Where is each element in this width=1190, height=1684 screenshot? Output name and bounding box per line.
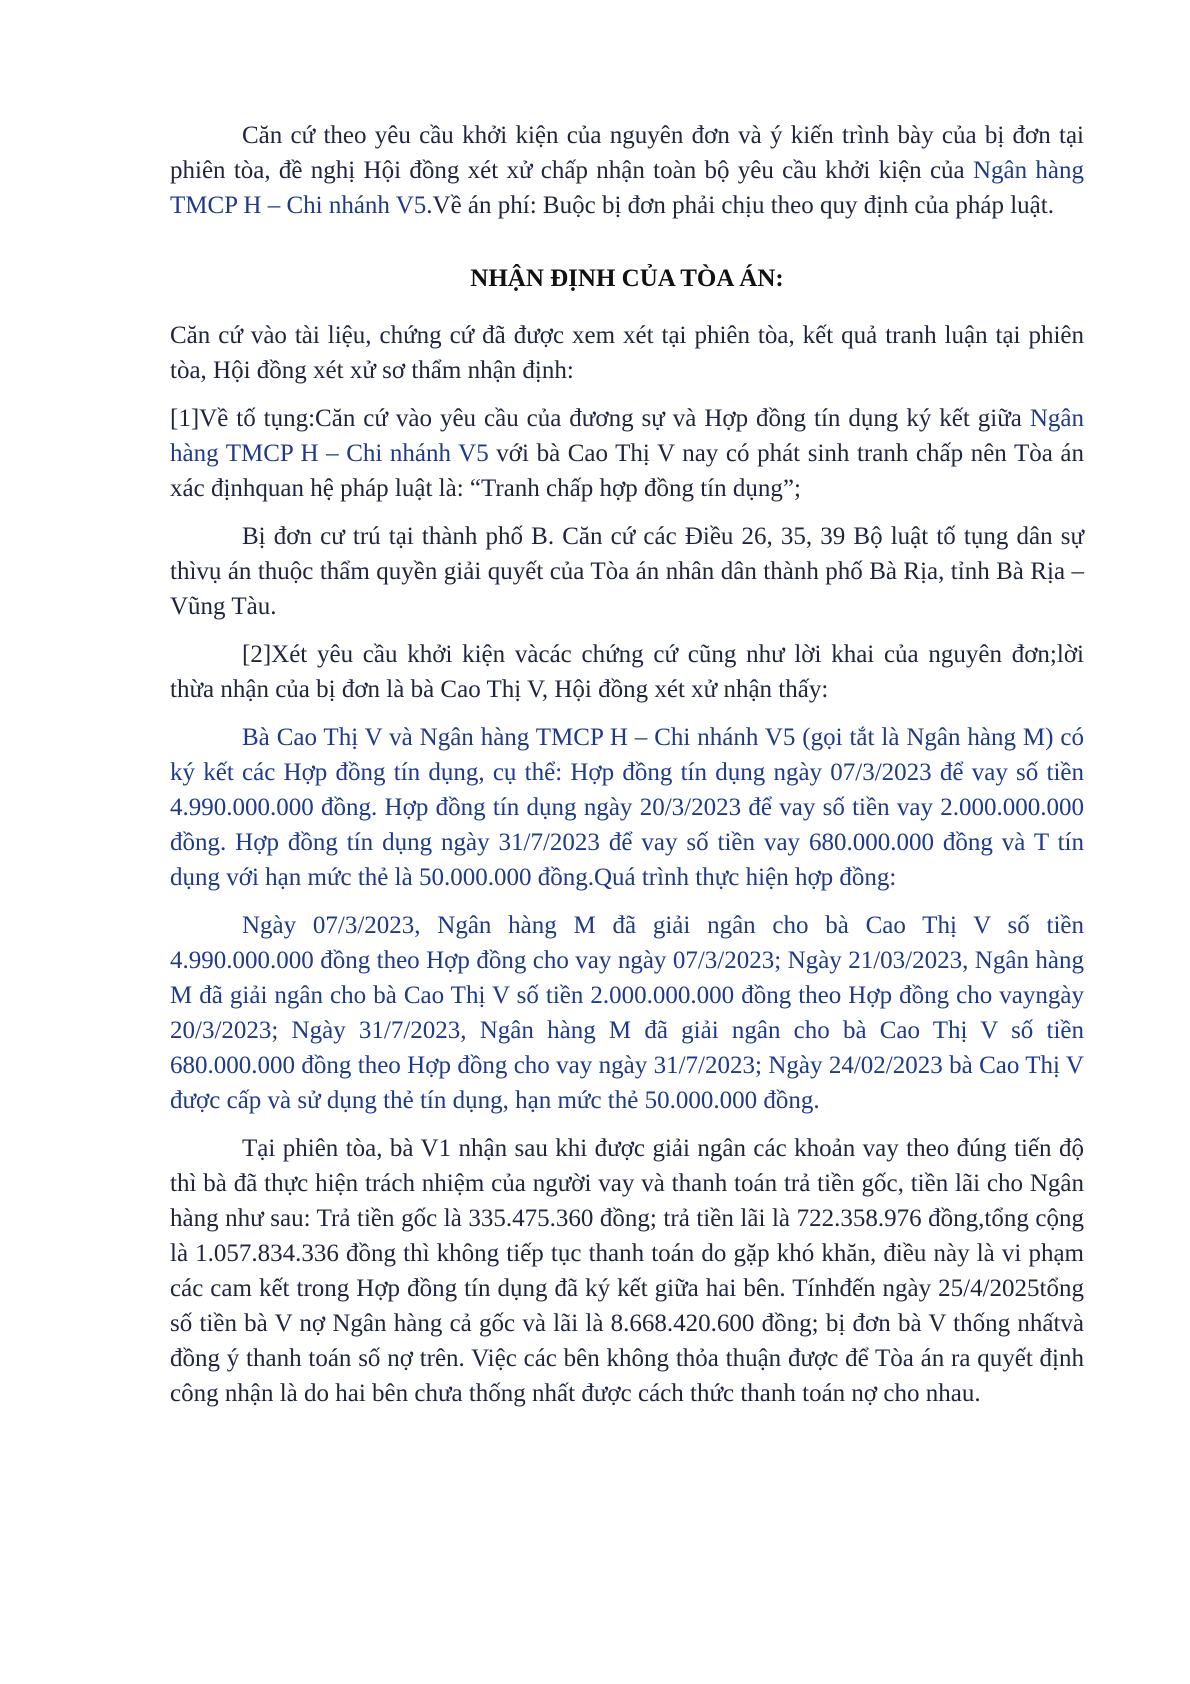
paragraph-repayment-status: Tại phiên tòa, bà V1 nhận sau khi được giải ngân các khoản vay theo đúng tiến độ thì bà đã thực hiện trách nhiệm của người vay và thanh toán trả tiền gốc, tiền lãi cho Ngân hàng như sau: Trả tiền gốc là 335.475.360 đồng; trả tiền lãi là 722.358.976 đồng,tổng cộng là 1.057.834.336 đồng thì không tiếp tục thanh toán do gặp khó khăn, điều này là vi phạm các cam kết trong Hợp đồng tín dụng đã ký kết giữa hai bên. Tínhđến ngày 25/4/2025tổng số tiền bà V nợ Ngân hàng cả gốc và lãi là 8.668.420.600 đồng; bị đơn bà V thống nhấtvà đồng ý thanh toán số nợ trên. Việc các bên không thỏa thuận được để Tòa án ra quyết định công nhận là do hai bên chưa thống nhất được cách thức thanh toán nợ cho nhau. [170, 1135, 1084, 1407]
paragraph-credit-contracts: Bà Cao Thị V và Ngân hàng TMCP H – Chi nhánh V5 (gọi tắt là Ngân hàng M) có ký kết các Hợp đồng tín dụng, cụ thể: Hợp đồng tín dụng ngày 07/3/2023 để vay số tiền 4.990.000.000 đồng. Hợp đồng tín dụng ngày 20/3/2023 để vay số tiền vay 2.000.000.000 đồng. Hợp đồng tín dụng ngày 31/7/2023 để vay số tiền vay 680.000.000 đồng và T tín dụng với hạn mức thẻ là 50.000.000 đồng.Quá trình thực hiện hợp đồng: [170, 724, 1084, 891]
paragraph-disbursements: Ngày 07/3/2023, Ngân hàng M đã giải ngân cho bà Cao Thị V số tiền 4.990.000.000 đồng theo Hợp đồng cho vay ngày 07/3/2023; Ngày 21/03/2023, Ngân hàng M đã giải ngân cho bà Cao Thị V số tiền 2.000.000.000 đồng theo Hợp đồng cho vayngày 20/3/2023; Ngày 31/7/2023, Ngân hàng M đã giải ngân cho bà Cao Thị V số tiền 680.000.000 đồng theo Hợp đồng cho vay ngày 31/7/2023; Ngày 24/02/2023 bà Cao Thị V được cấp và sử dụng thẻ tín dụng, hạn mức thẻ 50.000.000 đồng. [170, 912, 1084, 1114]
p3-text-after: với bà Cao Thị V nay có phát sinh tranh chấp nên Tòa án xác địnhquan hệ pháp luật là: “Tranh chấp hợp đồng tín dụng”; [170, 440, 1085, 502]
section-heading: NHẬN ĐỊNH CỦA TÒA ÁN: [470, 265, 784, 292]
paragraph-procedure [170, 401, 1084, 506]
paragraph-jurisdiction: Bị đơn cư trú tại thành phố B. Căn cứ các Điều 26, 35, 39 Bộ luật tố tụng dân sự thìvụ án thuộc thẩm quyền giải quyết của Tòa án nhân dân thành phố Bà Rịa, tỉnh Bà Rịa – Vũng Tàu. [170, 523, 1084, 620]
paragraph-request-summary [170, 118, 1084, 223]
p1-text-before: Căn cứ theo yêu cầu khởi kiện của nguyên đơn và ý kiến trình bày của bị đơn tại phiên tòa, đề nghị Hội đồng xét xử chấp nhận toàn bộ yêu cầu khởi kiện của [170, 122, 1084, 184]
p3-text-before: [1]Về tố tụng:Căn cứ vào yêu cầu của đương sự và Hợp đồng tín dụng ký kết giữa [170, 405, 1030, 432]
bank-name: Ngân hàng TMCP H – Chi nhánh V5 [170, 405, 1084, 467]
bank-name: Ngân hàng TMCP H – Chi nhánh V5 [170, 157, 1084, 219]
document-page [170, 118, 1084, 1411]
p1-text-after: .Về án phí: Buộc bị đơn phải chịu theo quy định của pháp luật. [426, 192, 1054, 219]
paragraph-court-basis: Căn cứ vào tài liệu, chứng cứ đã được xem xét tại phiên tòa, kết quả tranh luận tại phiên tòa, Hội đồng xét xử sơ thẩm nhận định: [170, 322, 1084, 384]
paragraph-claim-review: [2]Xét yêu cầu khởi kiện vàcác chứng cứ cũng như lời khai của nguyên đơn;lời thừa nhận của bị đơn là bà Cao Thị V, Hội đồng xét xử nhận thấy: [170, 641, 1084, 703]
